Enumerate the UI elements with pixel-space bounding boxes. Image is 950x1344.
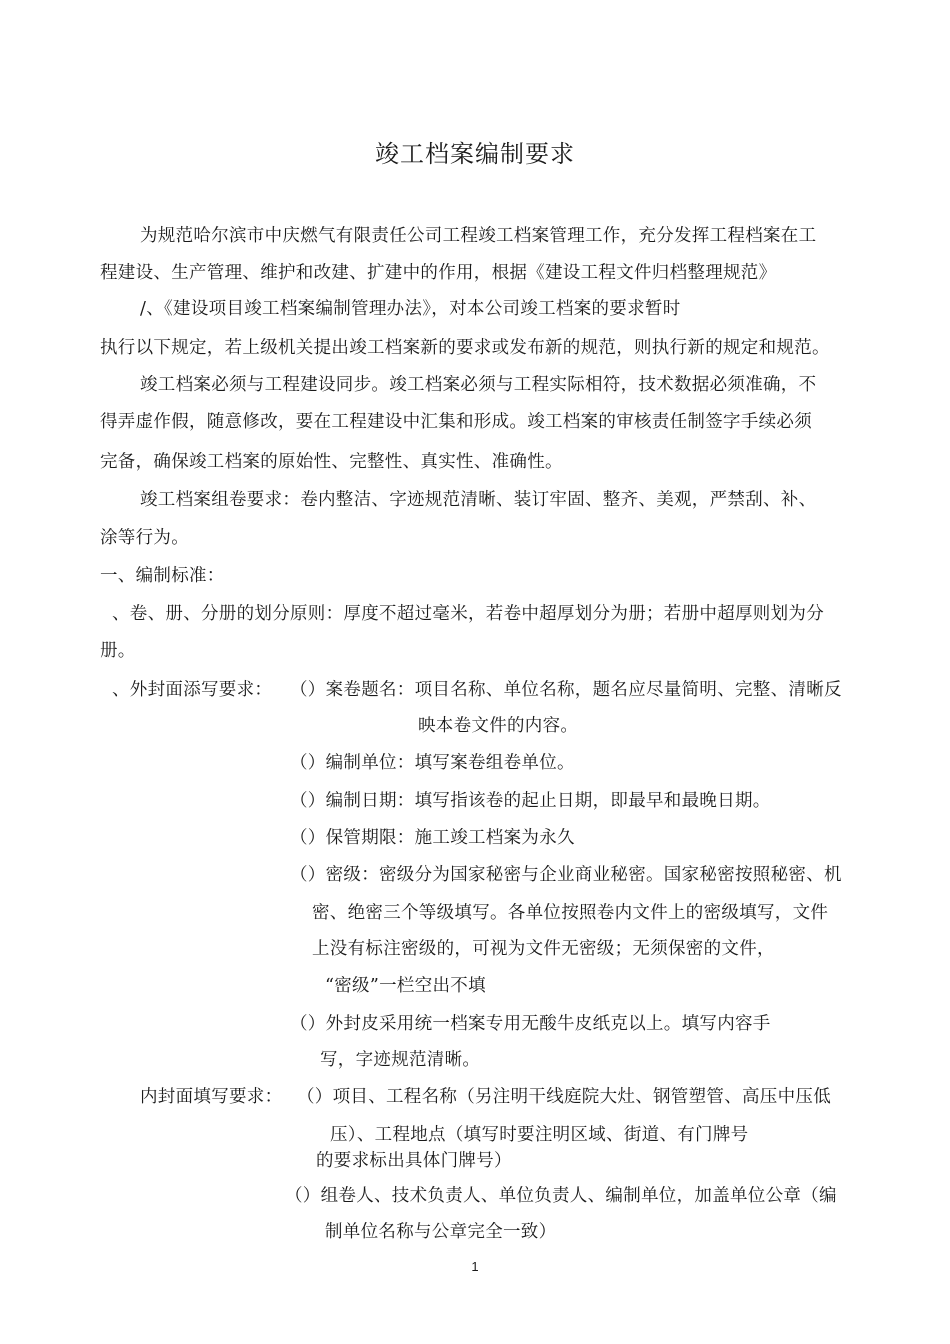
text-line: 涂等行为。 bbox=[100, 528, 189, 548]
requirement-item: （）密级：密级分为国家秘密与企业商业秘密。国家秘密按照秘密、机 bbox=[290, 865, 842, 885]
text-line: /、《建设项目竣工档案编制管理办法》，对本公司竣工档案的要求暂时 bbox=[140, 299, 681, 319]
requirement-item: （）外封皮采用统一档案专用无酸牛皮纸克以上。填写内容手 bbox=[290, 1014, 771, 1034]
requirement-item: （）组卷人、技术负责人、单位负责人、编制单位，加盖单位公章（编 bbox=[285, 1186, 837, 1206]
requirement-item: 的要求标出具体门牌号） bbox=[316, 1151, 512, 1171]
requirement-item: 密、绝密三个等级填写。各单位按照卷内文件上的密级填写，文件 bbox=[312, 903, 829, 923]
requirement-item: （）项目、工程名称（另注明干线庭院大灶、钢管塑管、高压中压低 bbox=[297, 1087, 831, 1107]
requirement-item: 制单位名称与公章完全一致） bbox=[325, 1222, 557, 1242]
text-line: 程建设、生产管理、维护和改建、扩建中的作用，根据《建设工程文件归档整理规范》 bbox=[100, 263, 777, 283]
section-heading: 一、编制标准： bbox=[100, 566, 225, 586]
text-line: 执行以下规定，若上级机关提出竣工档案新的要求或发布新的规范，则执行新的规定和规范。 bbox=[100, 338, 830, 358]
text-line: 、卷、册、分册的划分原则：厚度不超过毫米，若卷中超厚划分为册；若册中超厚则划为分 bbox=[112, 604, 824, 624]
page-number: 1 bbox=[471, 1259, 479, 1274]
requirement-item: （）编制日期：填写指该卷的起止日期，即最早和最晚日期。 bbox=[290, 791, 771, 811]
page-title: 竣工档案编制要求 bbox=[375, 140, 575, 168]
text-line: 完备，确保竣工档案的原始性、完整性、真实性、准确性。 bbox=[100, 452, 563, 472]
requirement-item: 写，字迹规范清晰。 bbox=[320, 1050, 481, 1070]
requirement-item: （）编制单位：填写案卷组卷单位。 bbox=[290, 753, 575, 773]
requirement-label: 内封面填写要求： bbox=[140, 1087, 283, 1107]
text-line: 为规范哈尔滨市中庆燃气有限责任公司工程竣工档案管理工作，充分发挥工程档案在工 bbox=[140, 226, 817, 246]
requirement-item: （）案卷题名：项目名称、单位名称，题名应尽量简明、完整、清晰反 bbox=[290, 680, 842, 700]
requirement-label: 、外封面添写要求： bbox=[112, 680, 273, 700]
text-line: 竣工档案必须与工程建设同步。竣工档案必须与工程实际相符，技术数据必须准确，不 bbox=[140, 375, 817, 395]
text-line: 册。 bbox=[100, 641, 136, 661]
requirement-item: 上没有标注密级的，可视为文件无密级；无须保密的文件， bbox=[312, 939, 775, 959]
requirement-item: （）保管期限：施工竣工档案为永久 bbox=[290, 828, 575, 848]
requirement-item: “密级”一栏空出不填 bbox=[325, 976, 486, 996]
text-line: 竣工档案组卷要求：卷内整洁、字迹规范清晰、装订牢固、整齐、美观，严禁刮、补、 bbox=[140, 490, 817, 510]
requirement-item: 映本卷文件的内容。 bbox=[418, 716, 579, 736]
requirement-item: 压）、工程地点（填写时要注明区域、街道、有门牌号 bbox=[330, 1125, 749, 1145]
text-line: 得弄虚作假，随意修改，要在工程建设中汇集和形成。竣工档案的审核责任制签字手续必须 bbox=[100, 412, 812, 432]
